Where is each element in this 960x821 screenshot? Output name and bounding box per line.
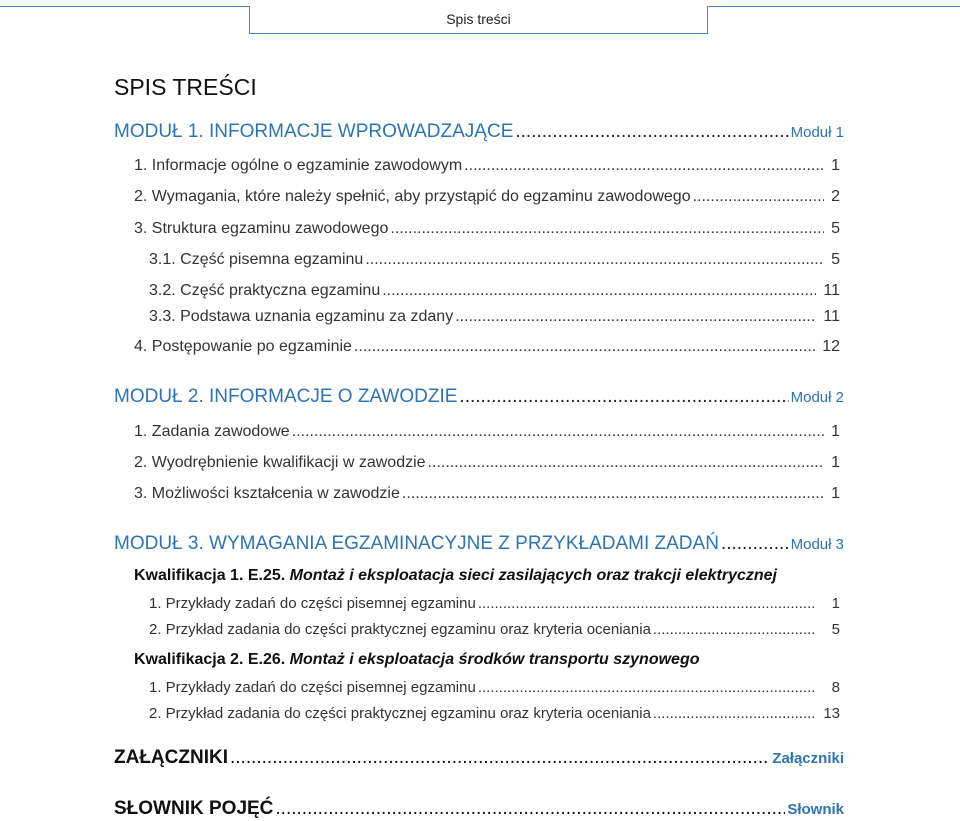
- toc-entry[interactable]: 3. Struktura egzaminu zawodowego ..... 5: [134, 220, 840, 238]
- toc-entry[interactable]: 1. Przykłady zadań do części pisemnej egzaminu ..... 1: [149, 595, 840, 612]
- page-header: [249, 6, 708, 34]
- toc-entry[interactable]: 3.2. Część praktyczna egzaminu ..... 11: [149, 282, 840, 300]
- qualification-2-label: Kwalifikacja 2. E.26.: [134, 651, 290, 668]
- qualification-2-heading: [134, 651, 700, 669]
- toc-module-3[interactable]: [114, 533, 844, 555]
- toc-attachments[interactable]: [114, 747, 844, 769]
- attachments-title: ZAŁĄCZNIKI: [114, 747, 228, 768]
- glossary-page: Słownik: [787, 801, 844, 818]
- qualification-1-heading: [134, 567, 777, 585]
- qualification-1-name: Montaż i eksploatacja sieci zasilających oraz trakcji elektrycznej: [289, 567, 777, 584]
- toc-entry[interactable]: 1. Informacje ogólne o egzaminie zawodowym ..... 1: [134, 157, 840, 175]
- toc-title: SPIS TREŚCI: [114, 74, 257, 100]
- toc-entry[interactable]: 3.1. Część pisemna egzaminu ..... 5: [149, 251, 840, 269]
- module-1-title: MODUŁ 1. INFORMACJE WPROWADZAJĄCE: [114, 121, 514, 142]
- toc-module-2[interactable]: [114, 386, 844, 408]
- toc-entry[interactable]: 4. Postępowanie po egzaminie ..... 12: [134, 338, 840, 356]
- header-rule-left: [0, 6, 250, 7]
- toc-glossary[interactable]: [114, 798, 844, 820]
- qualification-2-name: Montaż i eksploatacja środków transportu szynowego: [289, 651, 700, 668]
- toc-module-1[interactable]: [114, 121, 844, 143]
- module-1-page: Moduł 1: [790, 124, 844, 141]
- module-2-page: Moduł 2: [790, 389, 844, 406]
- toc-entry[interactable]: 2. Wymagania, które należy spełnić, aby przystąpić do egzaminu zawodowego ..... 2: [134, 188, 840, 206]
- module-3-page: Moduł 3: [790, 536, 844, 553]
- attachments-page: Załączniki: [772, 750, 844, 767]
- toc-entry[interactable]: 1. Zadania zawodowe ..... 1: [134, 423, 840, 441]
- toc-entry[interactable]: 1. Przykłady zadań do części pisemnej egzaminu ..... 8: [149, 679, 840, 696]
- header-title: Spis treści: [446, 11, 511, 27]
- toc-entry[interactable]: 2. Przykład zadania do części praktycznej egzaminu oraz kryteria oceniania ..... 5: [149, 621, 840, 638]
- toc-entry[interactable]: 3. Możliwości kształcenia w zawodzie ..... 1: [134, 485, 840, 503]
- toc-entry[interactable]: 3.3. Podstawa uznania egzaminu za zdany ..... 11: [149, 308, 840, 326]
- module-2-title: MODUŁ 2. INFORMACJE O ZAWODZIE: [114, 386, 458, 407]
- module-3-title: MODUŁ 3. WYMAGANIA EGZAMINACYJNE Z PRZYKŁADAMI ZADAŃ: [114, 533, 719, 554]
- toc-entry[interactable]: 2. Przykład zadania do części praktycznej egzaminu oraz kryteria oceniania ..... 13: [149, 705, 840, 722]
- glossary-title: SŁOWNIK POJĘĆ: [114, 798, 274, 819]
- header-rule-right: [707, 6, 960, 7]
- toc-entry[interactable]: 2. Wyodrębnienie kwalifikacji w zawodzie ..... 1: [134, 454, 840, 472]
- qualification-1-label: Kwalifikacja 1. E.25.: [134, 567, 290, 584]
